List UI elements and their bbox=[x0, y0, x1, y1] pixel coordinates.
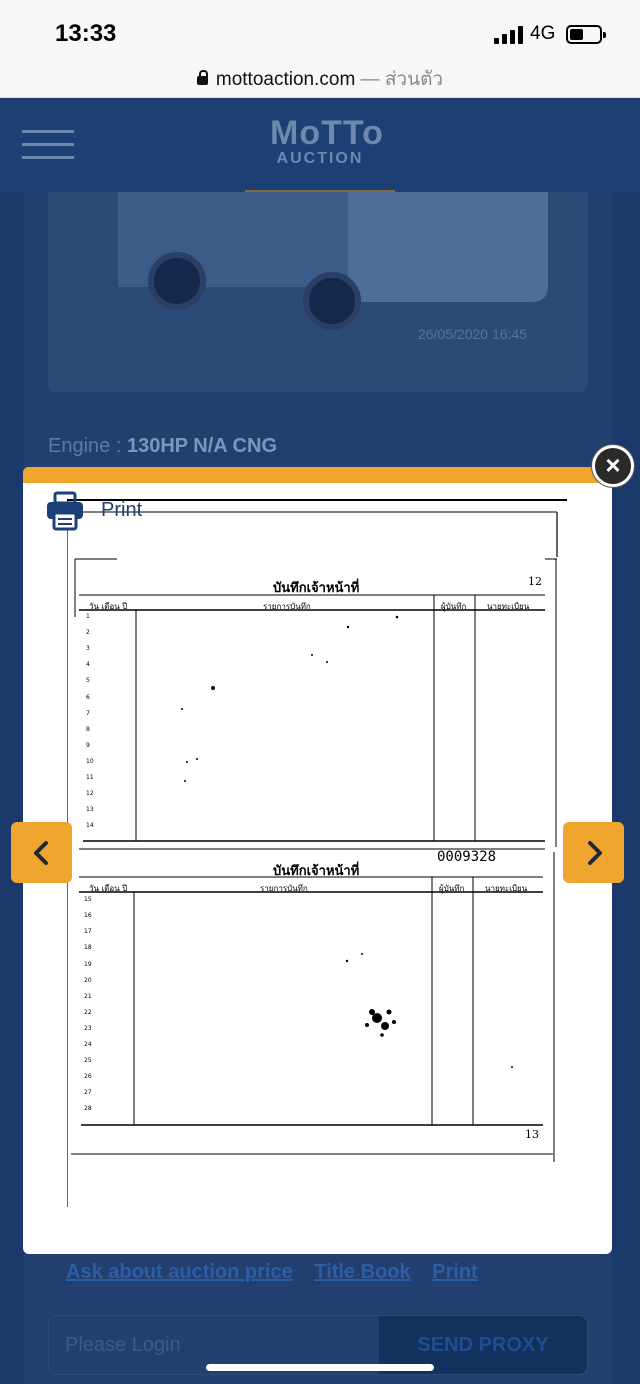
row-number: 23 bbox=[84, 1025, 92, 1032]
row-number: 24 bbox=[84, 1041, 92, 1048]
page-2-table bbox=[71, 852, 554, 1162]
row-number: 28 bbox=[84, 1105, 92, 1112]
page-2-title: บันทึกเจ้าหน้าที่ bbox=[273, 864, 360, 879]
send-proxy-button[interactable]: SEND PROXY bbox=[379, 1316, 587, 1374]
scan-speckles bbox=[181, 616, 513, 1068]
column-recorder: ผู้บันทึก bbox=[439, 884, 465, 893]
vehicle-photo[interactable] bbox=[48, 192, 588, 392]
column-registrar: นายทะเบียน bbox=[487, 602, 530, 611]
login-input[interactable]: Please Login bbox=[65, 1334, 181, 1356]
row-number: 19 bbox=[84, 961, 92, 968]
print-link[interactable]: Print bbox=[432, 1261, 478, 1283]
engine-label: Engine : bbox=[48, 435, 127, 457]
status-time: 13:33 bbox=[55, 20, 117, 47]
title-book-link[interactable]: Title Book bbox=[314, 1261, 411, 1283]
row-number: 5 bbox=[86, 677, 90, 684]
row-number: 13 bbox=[86, 806, 94, 813]
ask-price-link[interactable]: Ask about auction price bbox=[66, 1261, 293, 1283]
row-number: 20 bbox=[84, 977, 92, 984]
chevron-right-icon bbox=[581, 839, 607, 867]
row-number: 3 bbox=[86, 645, 90, 652]
print-label: Print bbox=[101, 499, 143, 521]
row-number: 1 bbox=[86, 613, 90, 620]
row-number: 14 bbox=[86, 822, 94, 829]
modal-accent-bar bbox=[23, 467, 612, 483]
column-entry: รายการบันทึก bbox=[260, 884, 308, 893]
home-indicator[interactable] bbox=[206, 1364, 434, 1371]
previous-page-button[interactable] bbox=[11, 822, 72, 883]
row-number: 11 bbox=[86, 774, 94, 781]
row-number: 16 bbox=[84, 912, 92, 919]
close-icon: × bbox=[605, 450, 621, 480]
column-recorder: ผู้บันทึก bbox=[441, 602, 467, 611]
document-modal bbox=[23, 467, 612, 1254]
truck-wheel bbox=[303, 272, 361, 330]
signal-icon bbox=[494, 26, 524, 44]
row-number: 27 bbox=[84, 1089, 92, 1096]
document-number: 0009328 bbox=[437, 849, 497, 865]
engine-value: 130HP N/A CNG bbox=[126, 435, 278, 457]
private-mode-label: — ส่วนตัว bbox=[355, 69, 444, 90]
browser-url-bar[interactable] bbox=[0, 56, 640, 98]
battery-icon bbox=[566, 25, 602, 44]
row-number: 18 bbox=[84, 944, 92, 951]
page-1-table bbox=[79, 595, 545, 849]
row-number: 6 bbox=[86, 694, 90, 701]
row-number: 8 bbox=[86, 726, 90, 733]
logo-subtitle: AUCTION bbox=[276, 150, 364, 167]
row-number: 15 bbox=[84, 896, 92, 903]
close-modal-button[interactable] bbox=[592, 445, 634, 487]
truck-cab-shape bbox=[348, 192, 548, 302]
chevron-left-icon bbox=[29, 839, 55, 867]
column-registrar: นายทะเบียน bbox=[485, 884, 528, 893]
listing-links bbox=[66, 1261, 494, 1284]
logo-wordmark: MoTTo bbox=[270, 114, 384, 152]
url-text: mottoaction.com bbox=[215, 69, 356, 90]
row-number: 10 bbox=[86, 758, 94, 765]
row-number: 4 bbox=[86, 661, 90, 668]
page-2-number: 13 bbox=[525, 1128, 539, 1141]
row-number: 7 bbox=[86, 710, 90, 717]
row-number: 12 bbox=[86, 790, 94, 797]
row-number: 22 bbox=[84, 1009, 92, 1016]
row-number: 25 bbox=[84, 1057, 92, 1064]
printer-icon bbox=[45, 491, 85, 531]
lock-icon bbox=[197, 76, 208, 85]
next-page-button[interactable] bbox=[563, 822, 624, 883]
truck-wheel bbox=[148, 252, 206, 310]
network-type: 4G bbox=[530, 23, 556, 44]
row-number: 21 bbox=[84, 993, 92, 1000]
column-entry: รายการบันทึก bbox=[263, 602, 311, 611]
row-number: 2 bbox=[86, 629, 90, 636]
row-number: 9 bbox=[86, 742, 90, 749]
engine-spec bbox=[48, 435, 277, 458]
row-number: 17 bbox=[84, 928, 92, 935]
page-1-number: 12 bbox=[528, 575, 542, 588]
site-logo[interactable] bbox=[270, 114, 384, 168]
column-date: วัน เดือน ปี bbox=[89, 884, 128, 893]
photo-timestamp: 26/05/2020 16:45 bbox=[418, 326, 527, 342]
row-number: 26 bbox=[84, 1073, 92, 1080]
status-bar bbox=[0, 0, 640, 56]
column-date: วัน เดือน ปี bbox=[89, 602, 128, 611]
page-1-title: บันทึกเจ้าหน้าที่ bbox=[273, 581, 360, 596]
hamburger-menu-icon[interactable] bbox=[22, 130, 74, 160]
